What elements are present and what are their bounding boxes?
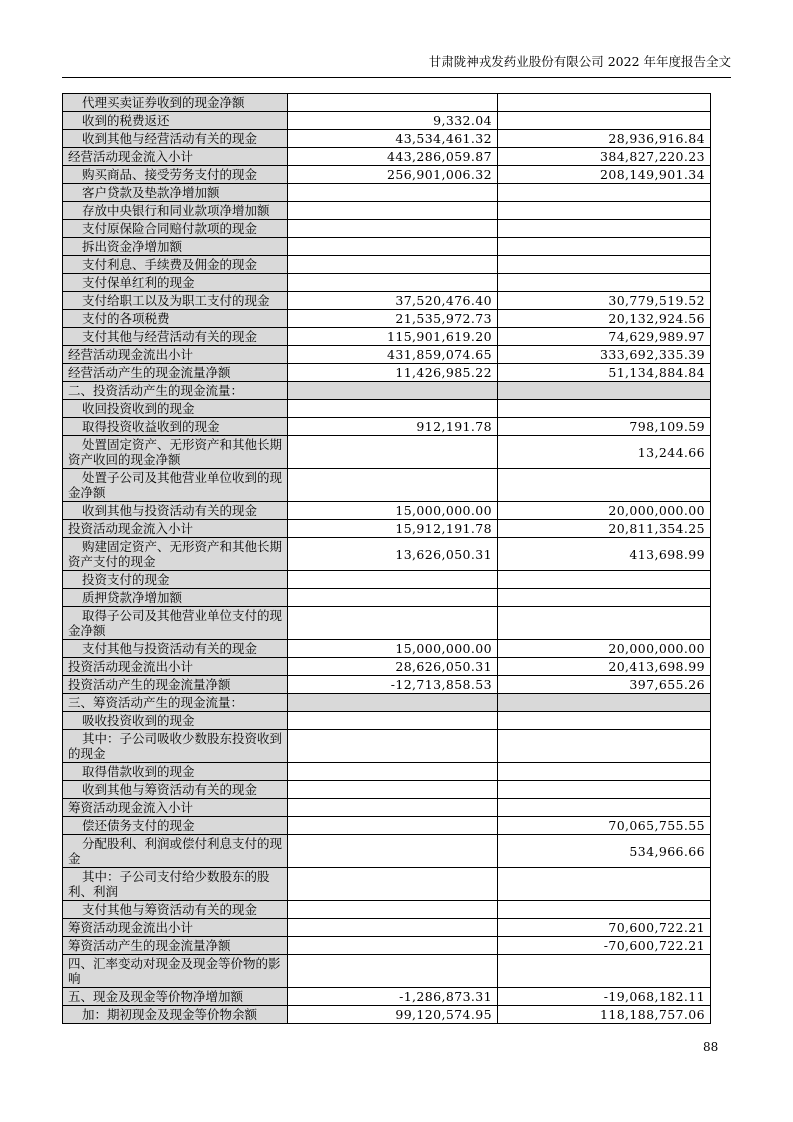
row-label: 投资活动产生的现金流量净额 <box>63 676 288 694</box>
table-row <box>63 730 711 763</box>
row-label: 取得借款收到的现金 <box>63 763 288 781</box>
current-period-value <box>288 712 498 730</box>
table-row <box>63 538 711 571</box>
row-label: 二、投资活动产生的现金流量： <box>63 382 288 400</box>
current-period-value <box>288 382 498 400</box>
table-row <box>63 868 711 901</box>
row-label: 支付其他与经营活动有关的现金 <box>63 328 288 346</box>
current-period-value <box>288 400 498 418</box>
current-period-value: 37,520,476.40 <box>288 292 498 310</box>
current-period-value <box>288 184 498 202</box>
prior-period-value: 70,600,722.21 <box>498 919 711 937</box>
current-period-value <box>288 469 498 502</box>
row-label: 收回投资收到的现金 <box>63 400 288 418</box>
row-label: 支付其他与投资活动有关的现金 <box>63 640 288 658</box>
table-row <box>63 817 711 835</box>
current-period-value: 15,912,191.78 <box>288 520 498 538</box>
prior-period-value: 333,692,335.39 <box>498 346 711 364</box>
current-period-value <box>288 256 498 274</box>
table-row <box>63 640 711 658</box>
current-period-value <box>288 799 498 817</box>
prior-period-value <box>498 781 711 799</box>
row-label: 处置固定资产、无形资产和其他长期资产收回的现金净额 <box>63 436 288 469</box>
table-row <box>63 220 711 238</box>
row-label: 经营活动产生的现金流量净额 <box>63 364 288 382</box>
prior-period-value <box>498 400 711 418</box>
row-label: 取得子公司及其他营业单位支付的现金净额 <box>63 607 288 640</box>
table-row <box>63 1006 711 1024</box>
prior-period-value: 74,629,989.97 <box>498 328 711 346</box>
row-label: 其中：子公司吸收少数股东投资收到的现金 <box>63 730 288 763</box>
row-label: 经营活动现金流入小计 <box>63 148 288 166</box>
table-row <box>63 310 711 328</box>
current-period-value <box>288 763 498 781</box>
row-label: 三、筹资活动产生的现金流量： <box>63 694 288 712</box>
prior-period-value: 384,827,220.23 <box>498 148 711 166</box>
table-row <box>63 274 711 292</box>
current-period-value <box>288 571 498 589</box>
prior-period-value: 20,000,000.00 <box>498 640 711 658</box>
prior-period-value: 118,188,757.06 <box>498 1006 711 1024</box>
current-period-value <box>288 937 498 955</box>
current-period-value <box>288 835 498 868</box>
table-row <box>63 148 711 166</box>
row-label: 客户贷款及垫款净增加额 <box>63 184 288 202</box>
prior-period-value <box>498 901 711 919</box>
prior-period-value <box>498 184 711 202</box>
current-period-value: 912,191.78 <box>288 418 498 436</box>
current-period-value <box>288 94 498 112</box>
prior-period-value <box>498 469 711 502</box>
row-label: 支付给职工以及为职工支付的现金 <box>63 292 288 310</box>
row-label: 四、汇率变动对现金及现金等价物的影响 <box>63 955 288 988</box>
prior-period-value <box>498 256 711 274</box>
current-period-value <box>288 817 498 835</box>
cash-flow-table <box>62 93 711 1024</box>
row-label: 投资活动现金流出小计 <box>63 658 288 676</box>
table-row <box>63 502 711 520</box>
prior-period-value: 397,655.26 <box>498 676 711 694</box>
current-period-value <box>288 238 498 256</box>
prior-period-value <box>498 220 711 238</box>
table-row <box>63 901 711 919</box>
row-label: 支付保单红利的现金 <box>63 274 288 292</box>
current-period-value: 13,626,050.31 <box>288 538 498 571</box>
prior-period-value <box>498 607 711 640</box>
row-label: 支付其他与筹资活动有关的现金 <box>63 901 288 919</box>
row-label: 筹资活动现金流出小计 <box>63 919 288 937</box>
row-label: 处置子公司及其他营业单位收到的现金净额 <box>63 469 288 502</box>
table-row <box>63 520 711 538</box>
table-row <box>63 238 711 256</box>
row-label: 支付原保险合同赔付款项的现金 <box>63 220 288 238</box>
row-label: 偿还债务支付的现金 <box>63 817 288 835</box>
current-period-value <box>288 694 498 712</box>
table-row <box>63 694 711 712</box>
table-row <box>63 571 711 589</box>
current-period-value <box>288 919 498 937</box>
page-number: 88 <box>703 1040 719 1054</box>
prior-period-value: 51,134,884.84 <box>498 364 711 382</box>
table-row <box>63 166 711 184</box>
prior-period-value <box>498 694 711 712</box>
table-row <box>63 763 711 781</box>
table-row <box>63 328 711 346</box>
row-label: 收到的税费返还 <box>63 112 288 130</box>
table-row <box>63 799 711 817</box>
current-period-value <box>288 220 498 238</box>
table-row <box>63 919 711 937</box>
table-row <box>63 955 711 988</box>
current-period-value <box>288 607 498 640</box>
current-period-value: 431,859,074.65 <box>288 346 498 364</box>
cash-flow-table-body <box>63 94 711 1024</box>
current-period-value <box>288 730 498 763</box>
table-row <box>63 937 711 955</box>
row-label: 购建固定资产、无形资产和其他长期资产支付的现金 <box>63 538 288 571</box>
current-period-value: 256,901,006.32 <box>288 166 498 184</box>
table-row <box>63 130 711 148</box>
prior-period-value <box>498 112 711 130</box>
current-period-value <box>288 901 498 919</box>
current-period-value: 11,426,985.22 <box>288 364 498 382</box>
prior-period-value <box>498 712 711 730</box>
current-period-value: 43,534,461.32 <box>288 130 498 148</box>
row-label: 收到其他与经营活动有关的现金 <box>63 130 288 148</box>
table-row <box>63 256 711 274</box>
report-title: 甘肃陇神戎发药业股份有限公司 2022 年年度报告全文 <box>428 54 731 69</box>
row-label: 质押贷款净增加额 <box>63 589 288 607</box>
prior-period-value <box>498 868 711 901</box>
prior-period-value: 534,966.66 <box>498 835 711 868</box>
table-row <box>63 418 711 436</box>
table-row <box>63 835 711 868</box>
current-period-value: -12,713,858.53 <box>288 676 498 694</box>
table-row <box>63 607 711 640</box>
table-row <box>63 988 711 1006</box>
prior-period-value: 413,698.99 <box>498 538 711 571</box>
current-period-value: -1,286,873.31 <box>288 988 498 1006</box>
current-period-value <box>288 781 498 799</box>
current-period-value <box>288 955 498 988</box>
current-period-value: 9,332.04 <box>288 112 498 130</box>
table-row <box>63 184 711 202</box>
prior-period-value: 20,000,000.00 <box>498 502 711 520</box>
prior-period-value <box>498 955 711 988</box>
row-label: 收到其他与筹资活动有关的现金 <box>63 781 288 799</box>
table-row <box>63 346 711 364</box>
row-label: 筹资活动现金流入小计 <box>63 799 288 817</box>
row-label: 吸收投资收到的现金 <box>63 712 288 730</box>
prior-period-value <box>498 238 711 256</box>
table-row <box>63 94 711 112</box>
prior-period-value: 20,413,698.99 <box>498 658 711 676</box>
table-row <box>63 364 711 382</box>
current-period-value <box>288 589 498 607</box>
prior-period-value: 28,936,916.84 <box>498 130 711 148</box>
table-row <box>63 382 711 400</box>
table-row <box>63 400 711 418</box>
table-row <box>63 658 711 676</box>
current-period-value <box>288 202 498 220</box>
current-period-value: 99,120,574.95 <box>288 1006 498 1024</box>
prior-period-value: 208,149,901.34 <box>498 166 711 184</box>
table-row <box>63 202 711 220</box>
row-label: 五、现金及现金等价物净增加额 <box>63 988 288 1006</box>
table-row <box>63 781 711 799</box>
row-label: 支付利息、手续费及佣金的现金 <box>63 256 288 274</box>
prior-period-value: 20,811,354.25 <box>498 520 711 538</box>
prior-period-value: 20,132,924.56 <box>498 310 711 328</box>
page-header <box>62 54 731 78</box>
table-row <box>63 712 711 730</box>
current-period-value <box>288 274 498 292</box>
prior-period-value <box>498 94 711 112</box>
prior-period-value: -19,068,182.11 <box>498 988 711 1006</box>
row-label: 购买商品、接受劳务支付的现金 <box>63 166 288 184</box>
prior-period-value <box>498 730 711 763</box>
current-period-value <box>288 436 498 469</box>
current-period-value: 115,901,619.20 <box>288 328 498 346</box>
current-period-value: 15,000,000.00 <box>288 502 498 520</box>
row-label: 支付的各项税费 <box>63 310 288 328</box>
table-row <box>63 676 711 694</box>
prior-period-value <box>498 799 711 817</box>
prior-period-value: 13,244.66 <box>498 436 711 469</box>
prior-period-value: 798,109.59 <box>498 418 711 436</box>
row-label: 分配股利、利润或偿付利息支付的现金 <box>63 835 288 868</box>
table-row <box>63 589 711 607</box>
table-row <box>63 112 711 130</box>
row-label: 拆出资金净增加额 <box>63 238 288 256</box>
prior-period-value: 30,779,519.52 <box>498 292 711 310</box>
row-label: 取得投资收益收到的现金 <box>63 418 288 436</box>
row-label: 经营活动现金流出小计 <box>63 346 288 364</box>
row-label: 投资活动现金流入小计 <box>63 520 288 538</box>
row-label: 加：期初现金及现金等价物余额 <box>63 1006 288 1024</box>
current-period-value: 21,535,972.73 <box>288 310 498 328</box>
prior-period-value <box>498 202 711 220</box>
table-row <box>63 436 711 469</box>
prior-period-value: -70,600,722.21 <box>498 937 711 955</box>
current-period-value: 443,286,059.87 <box>288 148 498 166</box>
table-row <box>63 469 711 502</box>
prior-period-value <box>498 274 711 292</box>
prior-period-value <box>498 382 711 400</box>
row-label: 代理买卖证券收到的现金净额 <box>63 94 288 112</box>
current-period-value: 15,000,000.00 <box>288 640 498 658</box>
row-label: 存放中央银行和同业款项净增加额 <box>63 202 288 220</box>
row-label: 其中：子公司支付给少数股东的股利、利润 <box>63 868 288 901</box>
current-period-value <box>288 868 498 901</box>
table-row <box>63 292 711 310</box>
prior-period-value <box>498 571 711 589</box>
row-label: 投资支付的现金 <box>63 571 288 589</box>
prior-period-value <box>498 763 711 781</box>
current-period-value: 28,626,050.31 <box>288 658 498 676</box>
row-label: 收到其他与投资活动有关的现金 <box>63 502 288 520</box>
prior-period-value <box>498 589 711 607</box>
prior-period-value: 70,065,755.55 <box>498 817 711 835</box>
row-label: 筹资活动产生的现金流量净额 <box>63 937 288 955</box>
